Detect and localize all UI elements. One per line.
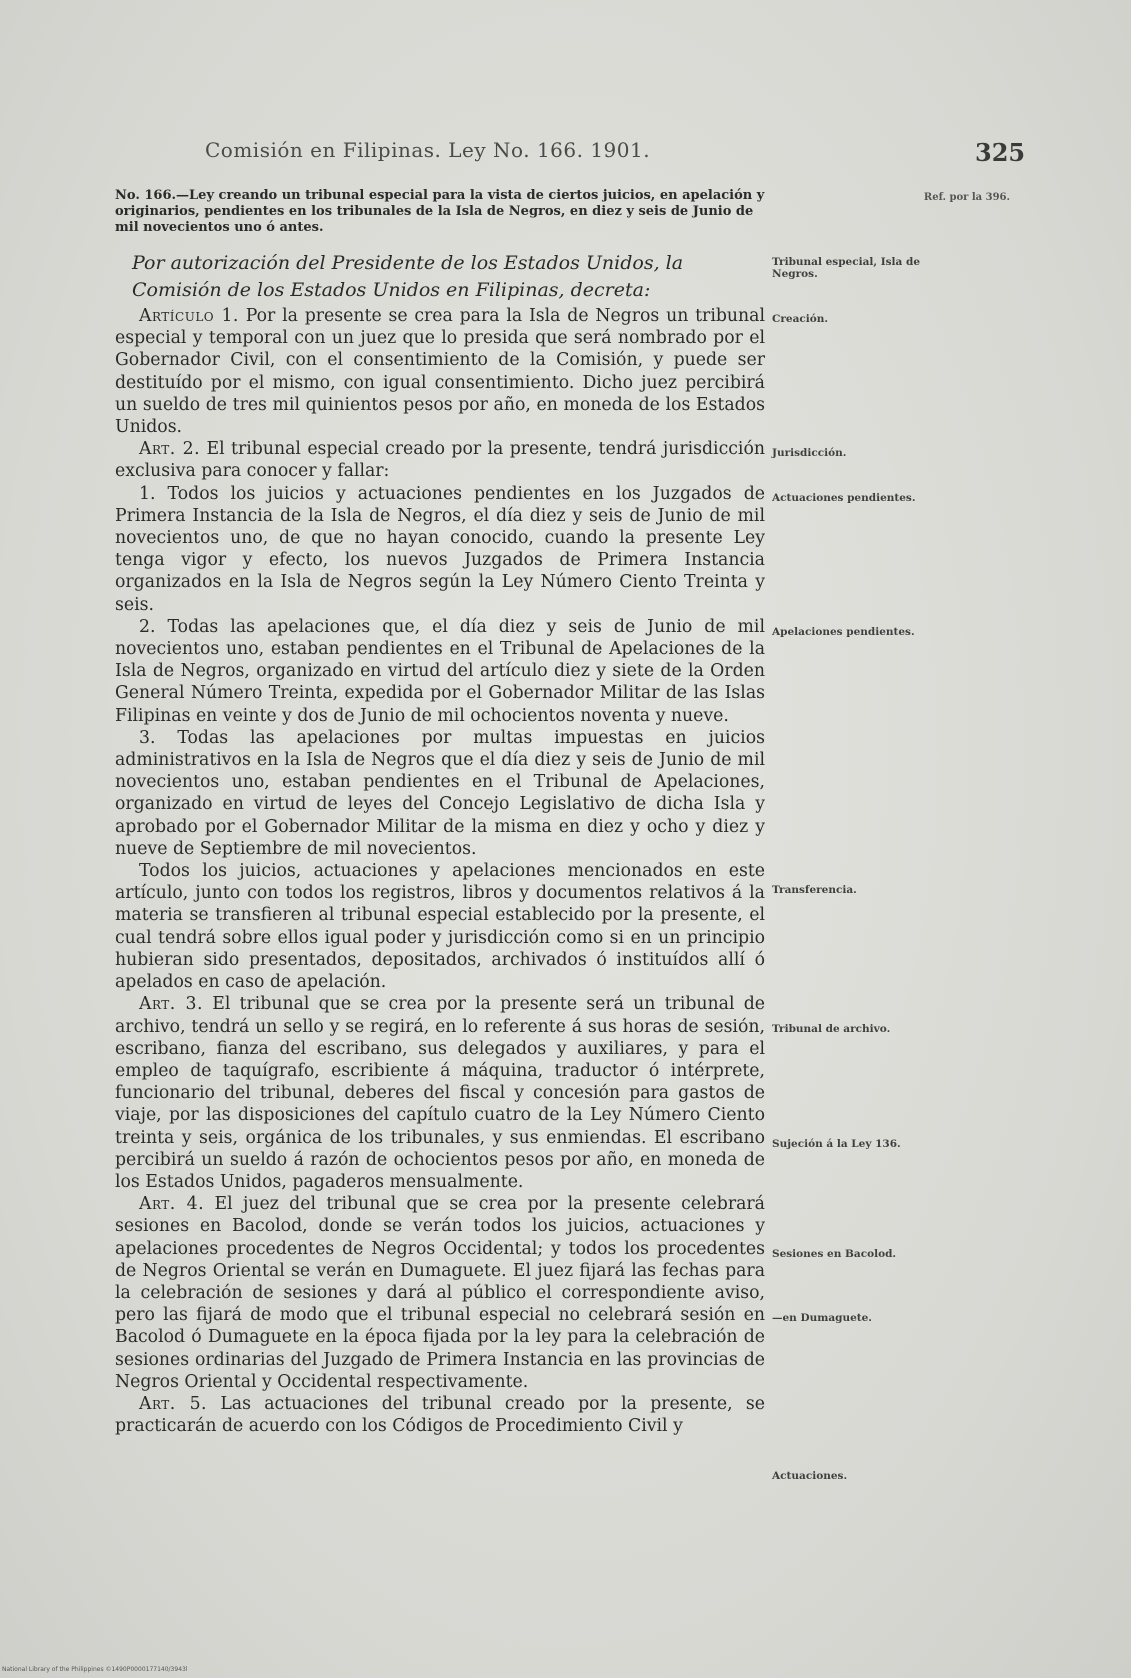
enacting-clause: Por autorización del Presidente de los Estados Unidos, la Comisión de los Estados Unidos en Filipinas, decreta: [132,252,684,301]
sidenote: Sesiones en Bacolod. [772,1248,897,1260]
paragraph [115,727,765,860]
article-heading: Art. 3. [139,994,203,1015]
paragraph [115,616,765,727]
article-heading: Artículo 1. [139,306,239,326]
paragraph-text: El juez del tribunal que se crea por la presente celebrará sesiones en Bacolod, donde se verán todos los juicios, actuaciones y apelaciones procedentes de Negros Occidental; y todos los procedentes de Negros Oriental se verán en Dumaguete. El juez fijará las fechas para la celebración de sesiones y dará al público el correspondiente aviso, pero las fijará de modo que el tribunal especial no celebrará sesión en Bacolod ó Dumaguete en la época fijada por la ley para la celebración de sesiones ordinarias del Juzgado de Primera Instancia en las provincias de Negros Oriental y Occidental respectivamente. [115,1194,765,1392]
paragraph [115,860,765,993]
article-heading: Art. 5. [139,1393,208,1414]
article-heading: Art. 2. [139,439,201,460]
document-body [115,305,765,1437]
sidenote: Actuaciones pendientes. [772,492,916,504]
paragraph [115,993,765,1193]
paragraph-text: 3. Todas las apelaciones por multas impuestas en juicios administrativos en la Isla de Negros que el día diez y seis de Junio de mil novecientos uno, estaban pendientes en el Tribunal de Apelaciones, organizado en virtud de leyes del Concejo Legislativo de dicha Isla y aprobado por el Gobernador Militar de la misma en diez y ocho y diez y nueve de Septiembre de mil novecientos. [115,727,765,859]
paragraph [115,305,765,438]
sidenote: Creación. [772,313,829,325]
paragraph-text: El tribunal especial creado por la presente, tendrá jurisdicción exclusiva para conocer y fallar: [115,439,765,482]
sidenote: Apelaciones pendientes. [772,626,915,638]
act-title: No. 166.—Ley creando un tribunal especial para la vista de ciertos juicios, en apelación y originarios, pendientes en los tribunales de la Isla de Negros, en diez y seis de Junio de mil novecientos uno ó antes. [115,188,765,235]
sidenote: —en Dumaguete. [772,1312,872,1324]
sidenote: Jurisdicción. [772,447,847,459]
paragraph [115,1393,765,1437]
page-number: 325 [975,138,1026,167]
paragraph-text: Por la presente se crea para la Isla de Negros un tribunal especial y temporal con un juez que lo presida que será nombrado por el Gobernador Civil, con el consentimiento de la Comisión, y puede ser destituído por el mismo, con igual consentimiento. Dicho juez percibirá un sueldo de tres mil quinientos pesos por año, en moneda de los Estados Unidos. [115,306,765,438]
paragraph-text: El tribunal que se crea por la presente será un tribunal de archivo, tendrá un sello y se regirá, en lo referente á sus horas de sesión, escribano, fianza del escribano, sus delegados y auxiliares, y para el empleo de taquígrafo, escribiente á máquina, traductor ó intérprete, funcionario del tribunal, deberes del fiscal y concesión para gastos de viaje, por las disposiciones del capítulo cuatro de la Ley Número Ciento treinta y seis, orgánica de los tribunales, y sus enmiendas. El escribano percibirá un sueldo á razón de ochocientos pesos por año, en moneda de los Estados Unidos, pagaderos mensualmente. [115,994,765,1192]
sidenote: Sujeción á la Ley 136. [772,1138,901,1150]
paragraph-text: 1. Todos los juicios y actuaciones pendientes en los Juzgados de Primera Instancia de la Isla de Negros, el día diez y seis de Junio de mil novecientos uno, de que no hayan conocido, cuando la presente Ley tenga vigor y efecto, los nuevos Juzgados de Primera Instancia organizados en la Isla de Negros según la Ley Número Ciento Treinta y seis. [115,483,765,615]
paragraph [115,1193,765,1393]
paragraph-text: Todos los juicios, actuaciones y apelaciones mencionados en este artículo, junto con todos los registros, libros y documentos relativos á la materia se transfieren al tribunal especial establecido por la presente, el cual tendrá sobre ellos igual poder y jurisdicción como si en un principio hubieran sido presentados, depositados, archivados ó instituídos allí ó apelados en caso de apelación. [115,861,765,993]
sidenote: Tribunal de archivo. [772,1023,891,1035]
paragraph-text: Las actuaciones del tribunal creado por la presente, se practicarán de acuerdo con los Códigos de Procedimiento Civil y [115,1393,765,1437]
sidenote: Transferencia. [772,884,857,896]
running-header: Comisión en Filipinas. Ley No. 166. 1901. [205,138,651,162]
scan-footer: National Library of the Philippines ©1490P0000177140/3943l [2,1666,188,1673]
paragraph-text: 2. Todas las apelaciones que, el día diez y seis de Junio de mil novecientos uno, estaban pendientes en el Tribunal de Apelaciones de la Isla de Negros, organizado en virtud del artículo diez y siete de la Orden General Número Treinta, expedida por el Gobernador Militar de las Islas Filipinas en veinte y dos de Junio de mil ochocientos noventa y nueve. [115,616,765,726]
article-heading: Art. 4. [139,1194,205,1215]
sidenote: Actuaciones. [772,1470,848,1482]
paragraph [115,483,765,616]
reference-note: Ref. por la 396. [923,192,1010,203]
paragraph [115,438,765,482]
sidenote: Tribunal especial, Isla de Negros. [772,256,921,280]
